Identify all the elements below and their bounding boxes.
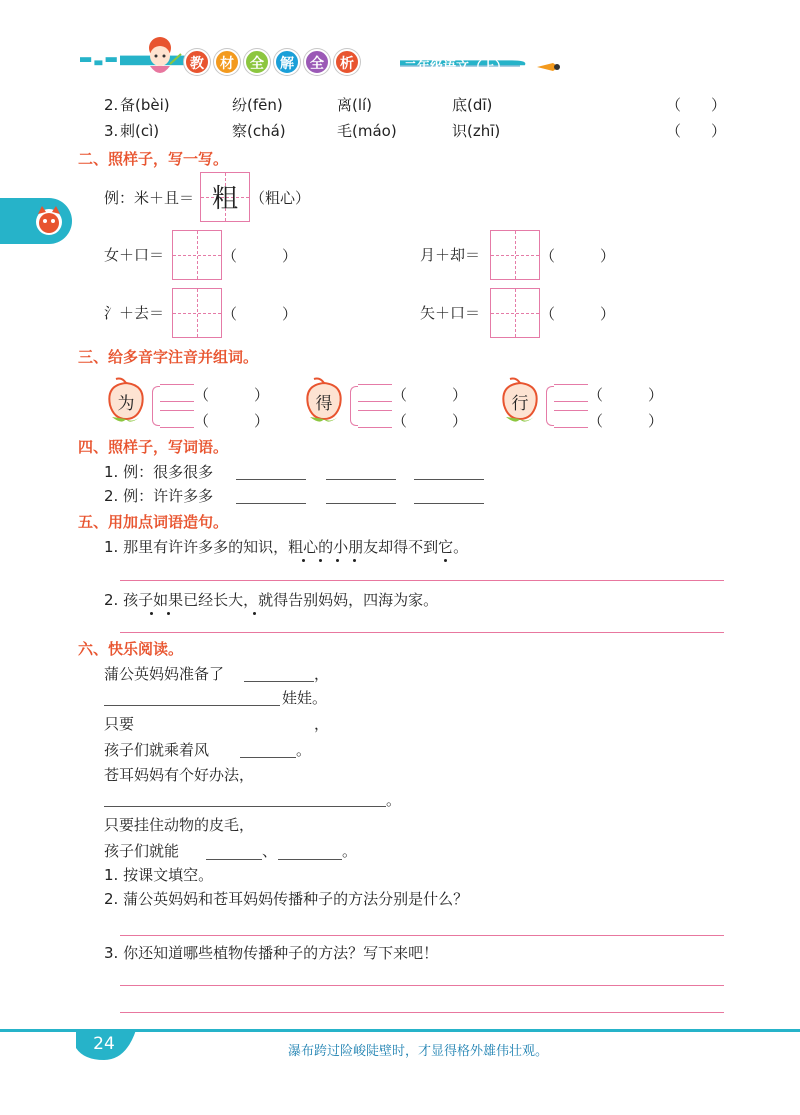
paren-close: ） (600, 247, 616, 265)
book-char: 解 (274, 49, 300, 75)
writing-box[interactable] (172, 288, 222, 338)
paren-close: ） (452, 412, 468, 430)
pinyin-item: 察(chá) (232, 122, 286, 140)
punct: ， (314, 715, 330, 733)
book-char: 析 (334, 49, 360, 75)
pinyin-item: 备(bèi) (120, 96, 170, 114)
answer-line[interactable] (326, 503, 396, 504)
sentence: 1. 那里有许许多多的知识，粗心的小朋友却得不到它。 (104, 538, 469, 556)
paren-open: （ (588, 412, 604, 430)
section-title: 四、照样子，写词语。 (78, 438, 229, 456)
punct: 。 (342, 842, 358, 860)
poem-line: 只要 (104, 715, 135, 733)
paren-close: ） (254, 412, 270, 430)
mascot-face-icon (34, 204, 64, 238)
pinyin-box[interactable] (160, 410, 194, 428)
section-title: 五、用加点词语造句。 (78, 513, 229, 531)
example-item: 1. 例：很多很多 (104, 463, 214, 481)
question: 1. 按课文填空。 (104, 866, 214, 884)
example-word: （粗心） (250, 189, 311, 207)
answer-line[interactable] (414, 479, 484, 480)
emphasis-dot (150, 612, 153, 615)
pinyin-box[interactable] (554, 384, 588, 402)
paren-open: （ (540, 305, 556, 323)
formula: 氵＋去＝ (104, 304, 165, 322)
blank-line[interactable] (104, 806, 386, 807)
pinyin-row-2 (104, 95, 118, 115)
header-band (0, 54, 800, 70)
polyphone-char: 为 (117, 394, 135, 414)
paren-open: （ (194, 412, 210, 430)
pinyin-box[interactable] (160, 384, 194, 402)
formula: 矢＋口＝ (420, 304, 481, 322)
answer-line[interactable] (120, 1012, 724, 1013)
book-char: 全 (244, 49, 270, 75)
punct: 。 (386, 791, 402, 809)
answer-line[interactable] (120, 935, 724, 936)
footer-quote: 瀑布跨过险峻陡壁时，才显得格外雄伟壮观。 (288, 1044, 549, 1059)
emphasis-dot (353, 559, 356, 562)
punct: 。 (296, 741, 312, 759)
paren-open: （ (392, 386, 408, 404)
writing-box[interactable] (172, 230, 222, 280)
poem-line: 只要挂住动物的皮毛， (104, 816, 255, 834)
pinyin-box[interactable] (554, 410, 588, 428)
paren-close: ） (254, 386, 270, 404)
row-number: 3. (104, 122, 119, 140)
pencil-icon (537, 62, 561, 72)
brace (152, 386, 160, 426)
blank-line[interactable] (278, 859, 342, 860)
paren-close: ） (648, 386, 664, 404)
pinyin-item: 识(zhī) (452, 122, 501, 140)
answer-paren[interactable]: （ ） (666, 122, 727, 140)
emphasis-dot (336, 559, 339, 562)
page-number: 24 (93, 1034, 115, 1054)
writing-box[interactable] (490, 230, 540, 280)
section-title: 六、快乐阅读。 (78, 640, 184, 658)
pinyin-row-3 (104, 121, 118, 141)
answer-line[interactable] (236, 479, 306, 480)
blank-line[interactable] (244, 681, 314, 682)
punct: ， (314, 665, 330, 683)
pinyin-item: 离(lí) (337, 96, 373, 114)
paren-close: ） (600, 305, 616, 323)
paren-close: ） (648, 412, 664, 430)
brace (546, 386, 554, 426)
emphasis-dot (444, 559, 447, 562)
emphasis-dot (302, 559, 305, 562)
paren-open: （ (194, 386, 210, 404)
polyphone-char: 行 (511, 394, 529, 414)
pinyin-box[interactable] (358, 410, 392, 428)
pinyin-item: 刺(cì) (120, 122, 160, 140)
paren-open: （ (540, 247, 556, 265)
brace (350, 386, 358, 426)
answer-line[interactable] (120, 632, 724, 633)
mascot-girl-icon (135, 34, 185, 82)
pinyin-item: 毛(máo) (337, 122, 397, 140)
emphasis-dot (167, 612, 170, 615)
answer-line[interactable] (414, 503, 484, 504)
sentence: 2. 孩子如果已经长大，就得告别妈妈，四海为家。 (104, 591, 439, 609)
paren-close: ） (282, 305, 298, 323)
row-number: 2. (104, 96, 119, 114)
example-char: 粗 (211, 184, 238, 214)
writing-box[interactable] (490, 288, 540, 338)
answer-line[interactable] (326, 479, 396, 480)
pinyin-box[interactable] (358, 384, 392, 402)
pinyin-item: 纷(fēn) (232, 96, 283, 114)
question: 3. 你还知道哪些植物传播种子的方法？写下来吧！ (104, 944, 439, 962)
question: 2. 蒲公英妈妈和苍耳妈妈传播种子的方法分别是什么？ (104, 890, 469, 908)
section-title: 二、照样子，写一写。 (78, 150, 229, 168)
paren-close: ） (282, 247, 298, 265)
poem-line: 苍耳妈妈有个好办法， (104, 766, 255, 784)
answer-paren[interactable]: （ ） (666, 96, 727, 114)
book-char: 教 (184, 49, 210, 75)
section-title: 三、给多音字注音并组词。 (78, 348, 259, 366)
blank-line[interactable] (104, 705, 280, 706)
blank-line[interactable] (240, 757, 296, 758)
paren-close: ） (452, 386, 468, 404)
poem-line: 蒲公英妈妈准备了 (104, 665, 225, 683)
formula: 女＋口＝ (104, 246, 165, 264)
book-char: 全 (304, 49, 330, 75)
poem-line: 孩子们就乘着风 (104, 741, 210, 759)
polyphone-char: 得 (315, 394, 333, 414)
book-title (184, 49, 364, 75)
paren-open: （ (222, 247, 238, 265)
grade-label: 二年级语文（上） (404, 60, 509, 75)
answer-line[interactable] (120, 580, 724, 581)
paren-open: （ (588, 386, 604, 404)
example-item: 2. 例：许许多多 (104, 487, 214, 505)
answer-line[interactable] (236, 503, 306, 504)
emphasis-dot (319, 559, 322, 562)
punct: 、 (262, 842, 278, 860)
poem-line: 孩子们就能 (104, 842, 180, 860)
formula: 月＋却＝ (420, 246, 481, 264)
paren-open: （ (222, 305, 238, 323)
blank-line[interactable] (206, 859, 262, 860)
poem-line: 娃娃。 (282, 689, 328, 707)
book-char: 材 (214, 49, 240, 75)
example-formula: 例：米＋且＝ (104, 189, 195, 207)
emphasis-dot (253, 612, 256, 615)
answer-line[interactable] (120, 985, 724, 986)
paren-open: （ (392, 412, 408, 430)
pinyin-item: 底(dī) (452, 96, 493, 114)
